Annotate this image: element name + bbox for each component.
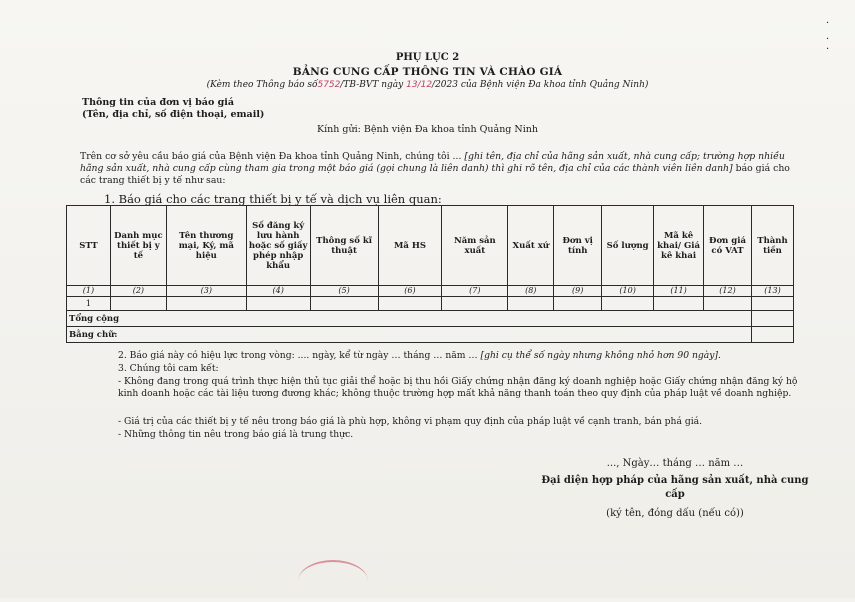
table-row	[67, 297, 794, 311]
scan-mark: ·	[826, 18, 830, 29]
header-cell: Xuất xứ	[508, 206, 554, 286]
table-cell	[751, 297, 793, 311]
subtitle-part: /TB-BVT ngày	[340, 80, 404, 90]
header-cell: Số lượng	[602, 206, 654, 286]
header-cell: Đơn giá có VAT	[704, 206, 752, 286]
table-cell	[704, 297, 752, 311]
document-subtitle	[0, 80, 855, 90]
total-row	[67, 311, 794, 327]
table-cell	[508, 297, 554, 311]
column-number: (5)	[310, 286, 378, 297]
header-cell: Số đăng ký lưu hành hoặc số giấy phép nhập khẩu	[246, 206, 310, 286]
table-cell	[110, 297, 166, 311]
table-cell	[654, 297, 704, 311]
header-cell: Mã kê khai/ Giá kê khai	[654, 206, 704, 286]
table-cell	[554, 297, 602, 311]
total-value	[751, 311, 793, 327]
scan-mark: ·	[826, 34, 830, 45]
validity-text: 2. Báo giá này có hiệu lực trong vòng: .... ngày, kể từ ngày … tháng … năm …	[118, 350, 478, 361]
table-cell	[310, 297, 378, 311]
stamp-mark	[298, 560, 368, 602]
header-cell: Đơn vị tính	[554, 206, 602, 286]
scan-mark: ·	[826, 44, 830, 55]
supplier-info-hint: (Tên, địa chỉ, số điện thoại, email)	[82, 109, 265, 120]
supplier-info-label: Thông tin của đơn vị báo giá	[82, 97, 235, 108]
table-cell	[378, 297, 442, 311]
header-cell: Mã HS	[378, 206, 442, 286]
validity-instruction: [ghi cụ thể số ngày nhưng không nhỏ hơn 90 ngày].	[480, 350, 721, 361]
commitment-heading: 3. Chúng tôi cam kết:	[118, 363, 219, 374]
commitment-item: - Những thông tin nêu trong báo giá là trung thực.	[118, 429, 354, 440]
column-number: (2)	[110, 286, 166, 297]
column-number: (11)	[654, 286, 704, 297]
header-cell: Năm sản xuất	[442, 206, 508, 286]
header-cell: Tên thương mại, Ký, mã hiệu	[166, 206, 246, 286]
header-cell: STT	[67, 206, 111, 286]
column-number-row	[67, 286, 794, 297]
section-1-heading: 1. Báo giá cho các trang thiết bị y tế và dịch vụ liên quan:	[104, 192, 442, 206]
total-label: Tổng cộng	[67, 311, 752, 327]
header-cell: Thông số kĩ thuật	[310, 206, 378, 286]
intro-paragraph	[80, 151, 800, 187]
table-cell	[166, 297, 246, 311]
commitment-item: - Không đang trong quá trình thực hiện thủ tục giải thể hoặc bị thu hồi Giấy chứng nhận đăng ký doanh nghiệp hoặc Giấy chứng nhận đăng ký hộ kinh doanh hoặc các tài liệu tương đương khác; không thuộc trường hợp mất khả năng thanh toán theo quy định của pháp luật về doanh nghiệp.	[118, 376, 798, 399]
document-title: BẢNG CUNG CẤP THÔNG TIN VÀ CHÀO GIÁ	[292, 66, 563, 78]
intro-instructions: [ghi tên, địa chỉ của hãng sản xuất, nhà cung cấp; trường hợp nhiều hãng sản xuất, nhà cung cấp cùng tham gia trong một báo giá (gọi chung là liên danh) thì ghi rõ tên, địa chỉ của các thành viên liên danh]	[80, 151, 785, 174]
signature-date: ..., Ngày… tháng … năm …	[606, 458, 744, 469]
quote-table	[66, 205, 794, 343]
signature-title: Đại diện hợp pháp của hãng sản xuất, nhà cung cấp	[541, 475, 809, 500]
header-cell: Danh mục thiết bị y tế	[110, 206, 166, 286]
column-number: (3)	[166, 286, 246, 297]
column-number: (6)	[378, 286, 442, 297]
validity-note	[118, 350, 721, 362]
commitment-item: - Giá trị của các thiết bị y tế nêu trong báo giá là phù hợp, không vi phạm quy định của pháp luật về cạnh tranh, bán phá giá.	[118, 416, 703, 427]
handwritten-date: 13/12	[406, 80, 433, 90]
row-stt: 1	[67, 297, 111, 311]
greeting: Kính gửi: Bệnh viện Đa khoa tỉnh Quảng Ninh	[317, 124, 538, 135]
column-number: (7)	[442, 286, 508, 297]
intro-end: báo giá cho các trang thiết bị y tế như sau:	[80, 163, 790, 186]
table-cell	[246, 297, 310, 311]
table-header-row	[67, 206, 794, 286]
column-number: (8)	[508, 286, 554, 297]
column-number: (12)	[704, 286, 752, 297]
appendix-label: PHỤ LỤC 2	[395, 52, 460, 63]
column-number: (1)	[67, 286, 111, 297]
column-number: (4)	[246, 286, 310, 297]
column-number: (10)	[602, 286, 654, 297]
signature-note: (ký tên, đóng dấu (nếu có))	[606, 508, 744, 519]
header-cell: Thành tiền	[751, 206, 793, 286]
table-cell	[602, 297, 654, 311]
subtitle-part: /2023 của Bệnh viện Đa khoa tỉnh Quảng Ninh)	[432, 80, 649, 90]
subtitle-part: (Kèm theo Thông báo số	[206, 80, 318, 90]
words-value	[751, 327, 793, 343]
column-number: (9)	[554, 286, 602, 297]
table-cell	[442, 297, 508, 311]
column-number: (13)	[751, 286, 793, 297]
handwritten-number: 5752	[317, 80, 341, 90]
words-row	[67, 327, 794, 343]
intro-text: Trên cơ sở yêu cầu báo giá của Bệnh viện Đa khoa tỉnh Quảng Ninh, chúng tôi ...	[80, 151, 462, 162]
words-label: Bằng chữ:	[67, 327, 752, 343]
